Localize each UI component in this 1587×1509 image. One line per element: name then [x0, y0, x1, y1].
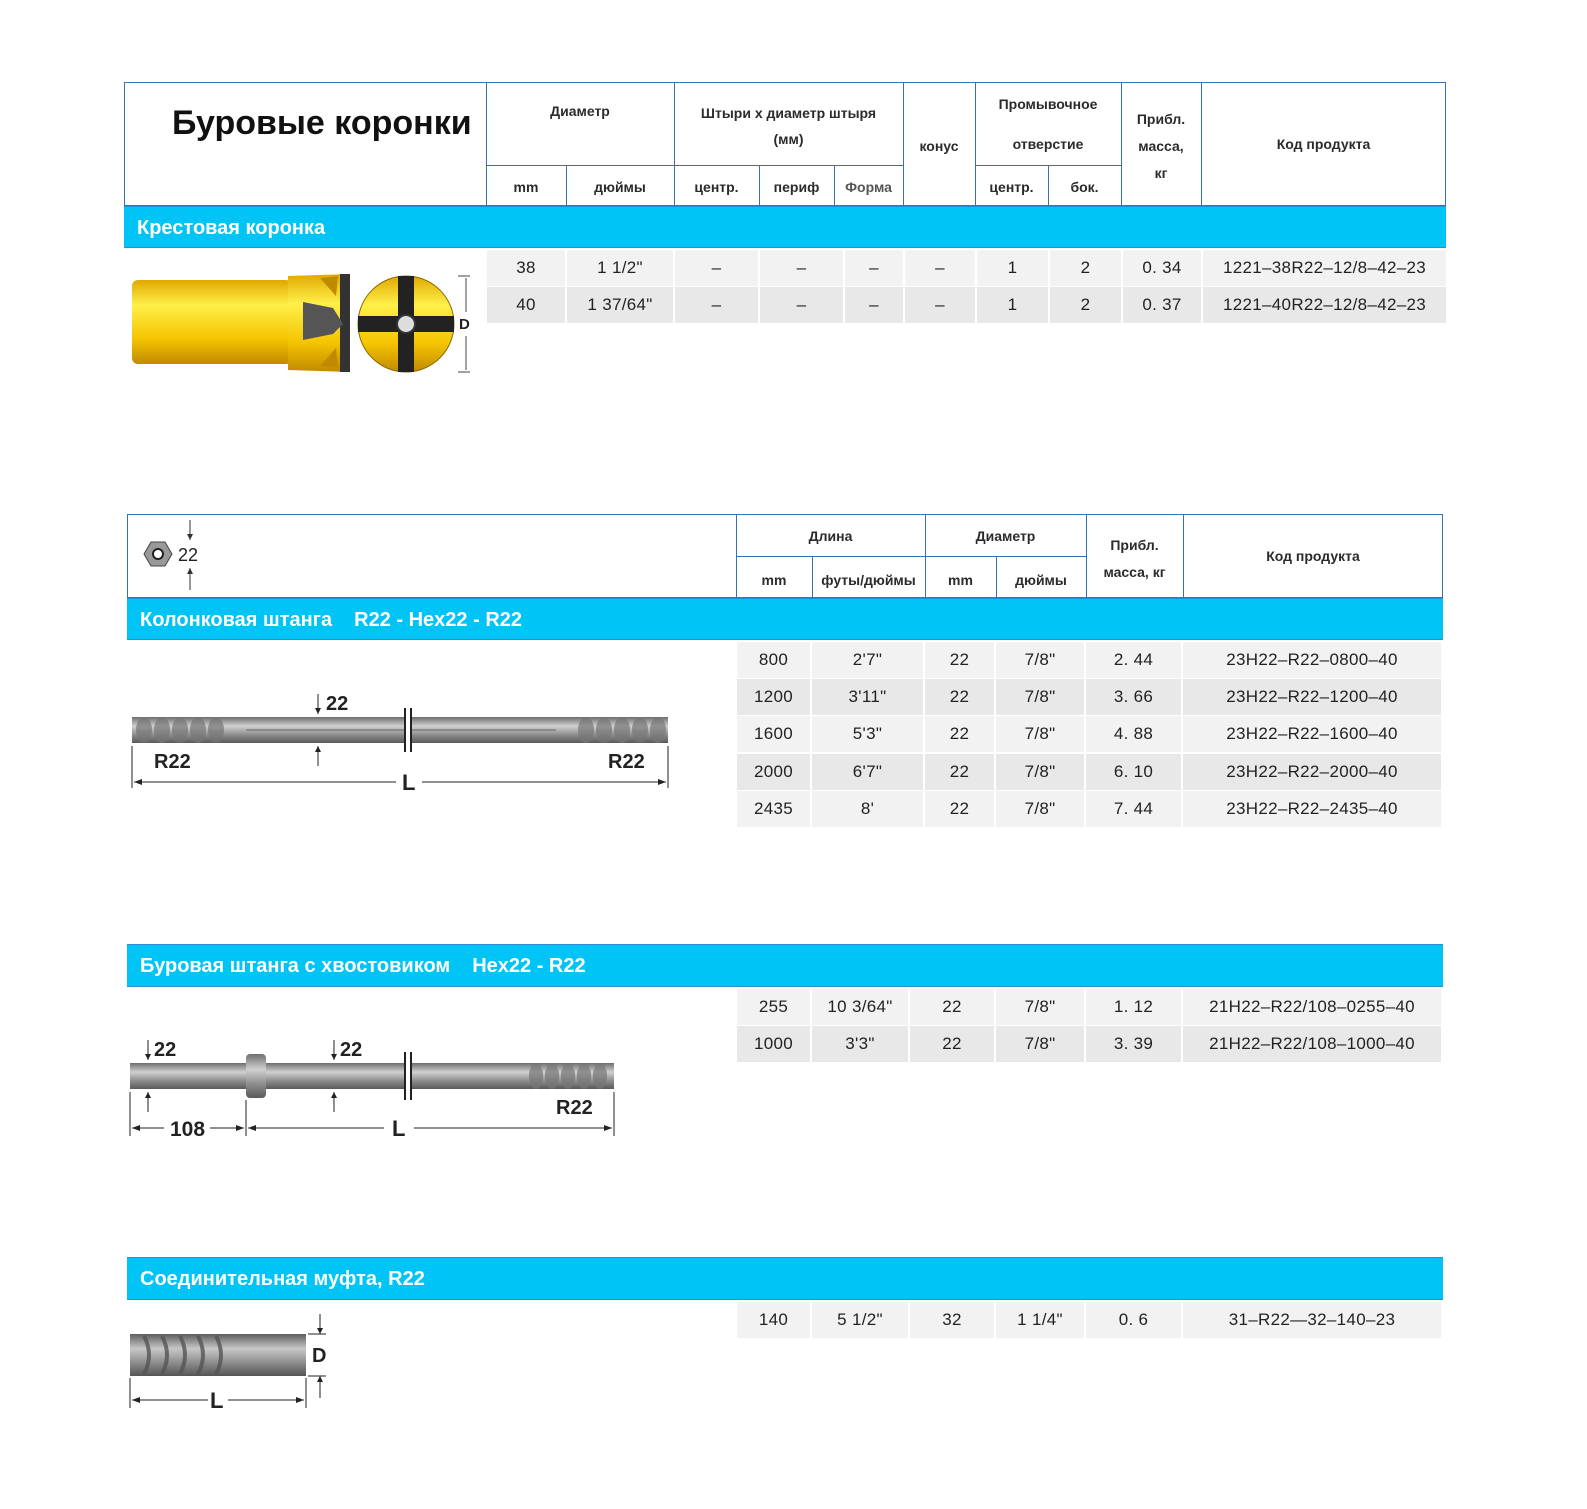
- table-cell: –: [905, 287, 977, 323]
- table-cell: 140: [737, 1302, 812, 1338]
- table-cell: 40: [487, 287, 567, 323]
- table-cell: 22: [925, 716, 996, 752]
- table-cell: 1: [977, 250, 1050, 286]
- table-cell: 31–R22—32–140–23: [1183, 1302, 1443, 1338]
- table-cell: 0. 37: [1123, 287, 1203, 323]
- table-cell: 7/8": [996, 679, 1086, 715]
- bit-label-D: D: [459, 316, 470, 333]
- table-cell: 1 37/64": [567, 287, 675, 323]
- table-cell: 8': [812, 791, 925, 827]
- rod-label-r22-right: R22: [608, 751, 645, 773]
- rods-title: Колонковая штанга: [140, 609, 333, 631]
- coupling-title: Соединительная муфта, R22: [140, 1268, 425, 1290]
- table-cell: –: [675, 250, 760, 286]
- table-cell: –: [905, 250, 977, 286]
- header-mass1: Прибл.: [1136, 111, 1186, 127]
- header-flush: Промывочное: [998, 96, 1098, 112]
- table-cell: 7/8": [996, 642, 1086, 678]
- table-cell: 6. 10: [1086, 754, 1183, 790]
- bit-face-icon: [358, 276, 454, 372]
- header-diameter: Диаметр: [550, 103, 610, 119]
- coupling-illustration: [126, 1312, 336, 1414]
- header-code: Код продукта: [1276, 136, 1371, 152]
- header-flush-side: бок.: [1070, 179, 1099, 195]
- bits-title: Крестовая коронка: [137, 217, 326, 239]
- table-row: [737, 1026, 1443, 1062]
- table-row: [737, 754, 1443, 790]
- header-pins-unit: (мм): [773, 131, 804, 147]
- table-cell: 1 1/4": [996, 1302, 1086, 1338]
- table-row: [737, 716, 1443, 752]
- header2-dmm: mm: [948, 572, 973, 588]
- table-cell: 22: [910, 1026, 996, 1062]
- section-band-rods: [127, 598, 1443, 640]
- table-cell: 5'3": [812, 716, 925, 752]
- header-center: центр.: [694, 179, 739, 195]
- header2-mass2: масса, кг: [1103, 564, 1166, 580]
- section-band-shank: [127, 944, 1443, 987]
- table-cell: –: [845, 250, 905, 286]
- page-title: Буровые коронки: [172, 104, 472, 142]
- table-cell: 23H22–R22–1200–40: [1183, 679, 1443, 715]
- section-band-bits: [124, 206, 1446, 248]
- table-cell: 7/8": [996, 791, 1086, 827]
- header-pins: Штыри x диаметр штыря: [700, 105, 877, 121]
- table-cell: 7. 44: [1086, 791, 1183, 827]
- table-row: [737, 989, 1443, 1025]
- rod-label-22: 22: [326, 693, 349, 715]
- table-cell: 23H22–R22–0800–40: [1183, 642, 1443, 678]
- table-row: [737, 642, 1443, 678]
- header2-din: дюймы: [1015, 572, 1067, 588]
- header-flush-center: центр.: [989, 179, 1034, 195]
- extension-rod-illustration: [126, 686, 674, 798]
- header-inches: дюймы: [594, 179, 646, 195]
- table-cell: 7/8": [996, 1026, 1086, 1062]
- hex-label: 22: [178, 545, 199, 565]
- rods-subtitle: R22 - Hex22 - R22: [354, 609, 523, 631]
- table-cell: 1600: [737, 716, 812, 752]
- table-cell: 800: [737, 642, 812, 678]
- table-cell: 3'3": [812, 1026, 910, 1062]
- shank-label-L: L: [392, 1116, 406, 1141]
- header2-mass1: Прибл.: [1110, 537, 1159, 553]
- table-cell: 22: [925, 791, 996, 827]
- table-cell: –: [760, 250, 845, 286]
- table-cell: 6'7": [812, 754, 925, 790]
- shank-label-22a: 22: [154, 1039, 177, 1061]
- coupling-label-D: D: [312, 1345, 327, 1367]
- table-row: [487, 287, 1448, 323]
- table-cell: 22: [925, 754, 996, 790]
- header-cone: конус: [919, 138, 959, 154]
- header2-ftin: футы/дюймы: [821, 572, 916, 588]
- header2-diameter: Диаметр: [975, 528, 1036, 544]
- section-band-coupling: [127, 1257, 1443, 1300]
- shank-subtitle: Hex22 - R22: [472, 955, 586, 977]
- header2-length: Длина: [808, 528, 853, 544]
- table-cell: –: [675, 287, 760, 323]
- table-cell: 1200: [737, 679, 812, 715]
- header2-code: Код продукта: [1266, 548, 1360, 564]
- shank-label-108: 108: [170, 1118, 206, 1141]
- table-cell: 7/8": [996, 716, 1086, 752]
- header-periph: периф: [773, 179, 820, 195]
- shank-label-22b: 22: [340, 1039, 363, 1061]
- table-cell: 7/8": [996, 754, 1086, 790]
- table-cell: 22: [925, 642, 996, 678]
- shank-label-r22: R22: [556, 1097, 593, 1119]
- table-row: [737, 679, 1443, 715]
- rod-label-L: L: [402, 770, 416, 795]
- table-cell: 1221–38R22–12/8–42–23: [1203, 250, 1448, 286]
- table-cell: 0. 34: [1123, 250, 1203, 286]
- table-cell: 2000: [737, 754, 812, 790]
- header-mass2: масса,: [1138, 138, 1184, 154]
- table-cell: 255: [737, 989, 812, 1025]
- table-cell: 3. 39: [1086, 1026, 1183, 1062]
- hex-section-icon: [138, 518, 208, 592]
- header-form: Форма: [845, 179, 892, 195]
- table-cell: 22: [910, 989, 996, 1025]
- table-cell: 1000: [737, 1026, 812, 1062]
- table-cell: 2'7": [812, 642, 925, 678]
- table-cell: 1 1/2": [567, 250, 675, 286]
- table-row: [487, 250, 1448, 286]
- shank-rod-illustration: [126, 1032, 620, 1144]
- table-cell: –: [760, 287, 845, 323]
- table-cell: 1221–40R22–12/8–42–23: [1203, 287, 1448, 323]
- table-row: [737, 791, 1443, 827]
- table-cell: 2: [1050, 250, 1123, 286]
- table-cell: 21H22–R22/108–0255–40: [1183, 989, 1443, 1025]
- table-cell: 3'11": [812, 679, 925, 715]
- header-mm: mm: [513, 179, 539, 195]
- shank-title: Буровая штанга с хвостовиком: [140, 955, 451, 977]
- table-cell: 23H22–R22–2000–40: [1183, 754, 1443, 790]
- table-row: [737, 1302, 1443, 1338]
- coupling-label-L: L: [210, 1388, 224, 1413]
- table-cell: 2435: [737, 791, 812, 827]
- table-cell: 1: [977, 287, 1050, 323]
- table-cell: 2. 44: [1086, 642, 1183, 678]
- header2-mm: mm: [761, 572, 787, 588]
- table-cell: 3. 66: [1086, 679, 1183, 715]
- header-mass3: кг: [1154, 165, 1168, 181]
- table-cell: 38: [487, 250, 567, 286]
- table-cell: 23H22–R22–1600–40: [1183, 716, 1443, 752]
- header-flush2: отверстие: [1012, 136, 1084, 152]
- table-cell: 1. 12: [1086, 989, 1183, 1025]
- table-cell: 5 1/2": [812, 1302, 910, 1338]
- table-cell: 10 3/64": [812, 989, 910, 1025]
- table-cell: 22: [925, 679, 996, 715]
- table-cell: 0. 6: [1086, 1302, 1183, 1338]
- table-cell: 32: [910, 1302, 996, 1338]
- table-cell: 2: [1050, 287, 1123, 323]
- rod-label-r22-left: R22: [154, 751, 191, 773]
- table-cell: –: [845, 287, 905, 323]
- cross-bit-illustration: [128, 268, 478, 380]
- table-cell: 21H22–R22/108–1000–40: [1183, 1026, 1443, 1062]
- table-cell: 4. 88: [1086, 716, 1183, 752]
- table-cell: 7/8": [996, 989, 1086, 1025]
- table-cell: 23H22–R22–2435–40: [1183, 791, 1443, 827]
